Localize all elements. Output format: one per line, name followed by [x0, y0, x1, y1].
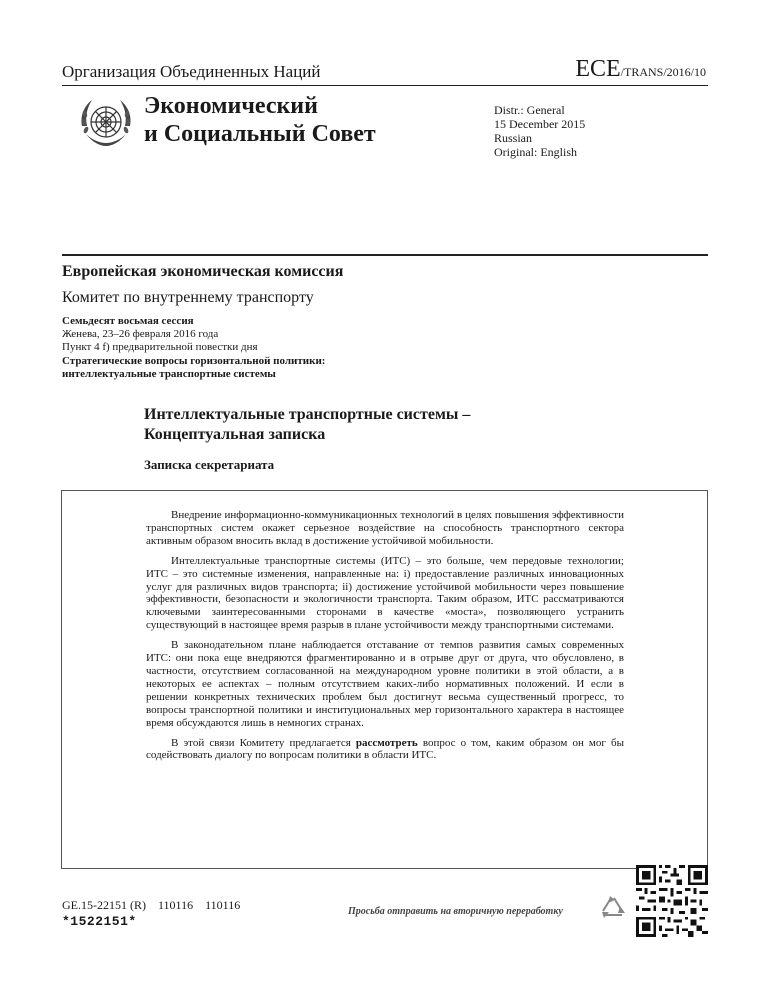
- un-emblem-icon: [76, 94, 136, 154]
- summary-text: [146, 509, 624, 769]
- session-info: [62, 315, 325, 381]
- summary-paragraph-1: Внедрение информационно-коммуникационных технологий в целях повышения эффективности транспортных систем окажет серьезное воздействие на способность транспортного сектора активным образом вносить вклад в достижение устойчивой мобильности.: [146, 509, 624, 547]
- council-name-line1: Экономический: [144, 93, 318, 119]
- header-divider: [62, 85, 708, 86]
- summary-p4-bold: рассмотреть: [355, 736, 418, 749]
- ge-document-code: GE.15-22151 (R) 110116 110116: [62, 898, 241, 912]
- committee-name: Комитет по внутреннему транспорту: [62, 289, 314, 306]
- secretariat-note: Записка секретариата: [144, 457, 275, 472]
- distr-language: Russian: [494, 131, 533, 145]
- qr-code: [636, 865, 708, 937]
- summary-p4-after: вопрос о том, каким образом он мог бы содействовать диалогу по вопросам политики в области ИТС.: [146, 736, 624, 762]
- distr-date: 15 December 2015: [494, 117, 586, 131]
- agenda-topic-line2: интеллектуальные транспортные системы: [62, 367, 276, 380]
- document-title-line2: Концептуальная записка: [144, 426, 326, 443]
- summary-p4-before: В этой связи Комитету предлагается: [171, 736, 356, 749]
- distr-original: Original: English: [494, 145, 577, 159]
- council-name-line2: и Социальный Совет: [144, 121, 376, 147]
- agenda-topic-line1: Стратегические вопросы горизонтальной политики:: [62, 354, 326, 367]
- summary-paragraph-4: [146, 737, 624, 763]
- commission-name: Европейская экономическая комиссия: [62, 263, 344, 280]
- summary-paragraph-3: В законодательном плане наблюдается отставание от темпов развития самых современных ИТС: они пока еще внедряются фрагментированно и в отрыве друг от друга, что обусловлено, в частности, отсутствием согласованной на международном уровне политики в этой области, а в некоторых ее аспектах – полным отсутствием каких-либо нормативных положений. И если в решении конкретных технических проблем был достигнут весьма существенный прогресс, то вопросы транспортной политики и институциональных мер горизонтального характера в настоящее время обсуждаются лишь в немногих странах.: [146, 639, 624, 729]
- document-symbol: [575, 56, 706, 83]
- session-title: Семьдесят восьмая сессия: [62, 315, 194, 327]
- document-symbol-main: ECE: [575, 56, 621, 82]
- recycle-icon: [600, 895, 628, 921]
- document-title: [144, 405, 470, 445]
- summary-paragraph-2: Интеллектуальные транспортные системы (ИТС) – это больше, чем передовые технологии; ИТС – это системные изменения, направленные на: i) предоставление различных инновационных услуг для различных видов транспорта; ii) достижение устойчивой мобильности через повышение эффективности, безопасности и экологичности транспорта. Таким образом, ИТС рассматриваются ключевыми заинтересованными сторонами в качестве «моста», позволяющего устранить существующий в настоящее время разрыв в плане устойчивости между транспортными системами.: [146, 554, 624, 632]
- barcode-number: *1522151*: [62, 914, 137, 929]
- document-symbol-rest: /TRANS/2016/10: [620, 65, 706, 79]
- distribution-block: [494, 103, 585, 159]
- distr-type: Distr.: General: [494, 103, 565, 117]
- agenda-item: Пункт 4 f) предварительной повестки дня: [62, 341, 258, 354]
- session-place-date: Женева, 23–26 февраля 2016 года: [62, 328, 219, 341]
- recycle-text: Просьба отправить на вторичную переработку: [348, 906, 563, 917]
- document-title-line1: Интеллектуальные транспортные системы –: [144, 406, 471, 423]
- council-name: [144, 92, 376, 148]
- section-divider: [62, 254, 708, 256]
- organization-name: Организация Объединенных Наций: [62, 62, 321, 81]
